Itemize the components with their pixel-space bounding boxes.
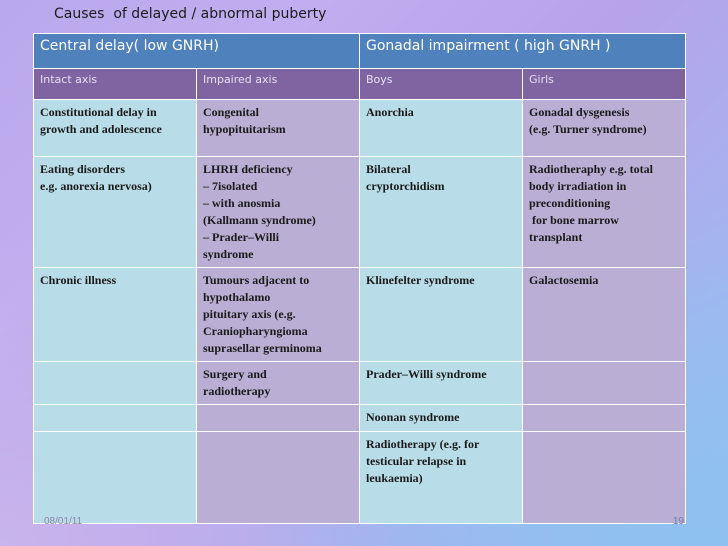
subheader-girls: Girls [523, 69, 686, 100]
group-header-row [34, 34, 686, 69]
cell-line: – 7isolated [203, 179, 258, 193]
cell-line: pituitary axis (e.g. [203, 307, 296, 321]
cell-line: syndrome [203, 247, 254, 261]
table-row [34, 432, 686, 524]
cell-line: Noonan syndrome [366, 410, 460, 424]
table-cell [34, 432, 197, 524]
table-cell [197, 268, 360, 362]
cell-line: for bone marrow [529, 213, 619, 227]
cell-line: hypothalamo [203, 290, 271, 304]
table-cell [197, 100, 360, 157]
table-cell [34, 157, 197, 268]
table-cell [34, 405, 197, 432]
table-row [34, 157, 686, 268]
subheader-intact-axis: Intact axis [34, 69, 197, 100]
table-cell [523, 100, 686, 157]
table-cell [197, 405, 360, 432]
cell-line: Surgery and [203, 367, 267, 381]
cell-line: (e.g. Turner syndrome) [529, 122, 647, 136]
cell-line: testicular relapse in [366, 454, 467, 468]
cell-line: LHRH deficiency [203, 162, 293, 176]
sub-header-row [34, 69, 686, 100]
table-cell [360, 362, 523, 405]
cell-line: Klinefelter syndrome [366, 273, 475, 287]
cell-line: Galactosemia [529, 273, 599, 287]
table-cell [197, 432, 360, 524]
cell-line: Craniopharyngioma [203, 324, 308, 338]
table-cell [197, 157, 360, 268]
page-number: 19 [672, 516, 684, 527]
cell-line: – Prader–Willi [203, 230, 280, 244]
cell-line: suprasellar germinoma [203, 341, 322, 355]
subheader-boys: Boys [360, 69, 523, 100]
causes-table [33, 33, 686, 524]
cell-line: Constitutional delay in [40, 105, 157, 119]
cell-line: leukaemia) [366, 471, 423, 485]
cell-line: Radiotherapy (e.g. for [366, 437, 480, 451]
cell-line: preconditioning [529, 196, 611, 210]
table-cell [360, 405, 523, 432]
cell-line: transplant [529, 230, 583, 244]
cell-line: growth and adolescence [40, 122, 162, 136]
table-cell [523, 432, 686, 524]
table-cell [523, 362, 686, 405]
cell-line: – with anosmia [203, 196, 281, 210]
cell-line: cryptorchidism [366, 179, 445, 193]
table-cell [197, 362, 360, 405]
table-cell [523, 157, 686, 268]
table-cell [360, 157, 523, 268]
subheader-impaired-axis: Impaired axis [197, 69, 360, 100]
header-central-delay: Central delay( low GNRH) [34, 34, 360, 69]
cell-line: Eating disorders [40, 162, 126, 176]
cell-line: Bilateral [366, 162, 411, 176]
header-gonadal-impairment: Gonadal impairment ( high GNRH ) [360, 34, 686, 69]
cell-line: Tumours adjacent to [203, 273, 310, 287]
table-cell [34, 362, 197, 405]
cell-line: Chronic illness [40, 273, 117, 287]
table-cell [34, 268, 197, 362]
cell-line: Gonadal dysgenesis [529, 105, 630, 119]
cell-line: e.g. anorexia nervosa) [40, 179, 152, 193]
cell-line: Anorchia [366, 105, 414, 119]
table-row [34, 268, 686, 362]
slide-title: Causes of delayed / abnormal puberty [54, 6, 327, 22]
cell-line: (Kallmann syndrome) [203, 213, 316, 227]
cell-line: Radiotheraphy e.g. total [529, 162, 653, 176]
table-cell [360, 432, 523, 524]
cell-line: Prader–Willi syndrome [366, 367, 487, 381]
table-cell [523, 268, 686, 362]
cell-line: body irradiation in [529, 179, 627, 193]
cell-line: hypopituitarism [203, 122, 286, 136]
table-cell [523, 405, 686, 432]
table-row [34, 100, 686, 157]
cell-line: Congenital [203, 105, 260, 119]
cell-line: radiotherapy [203, 384, 271, 398]
table-cell [360, 100, 523, 157]
table-cell [360, 268, 523, 362]
table-row [34, 362, 686, 405]
table-cell [34, 100, 197, 157]
table-row [34, 405, 686, 432]
footer-date: 08/01/11 [44, 516, 83, 527]
